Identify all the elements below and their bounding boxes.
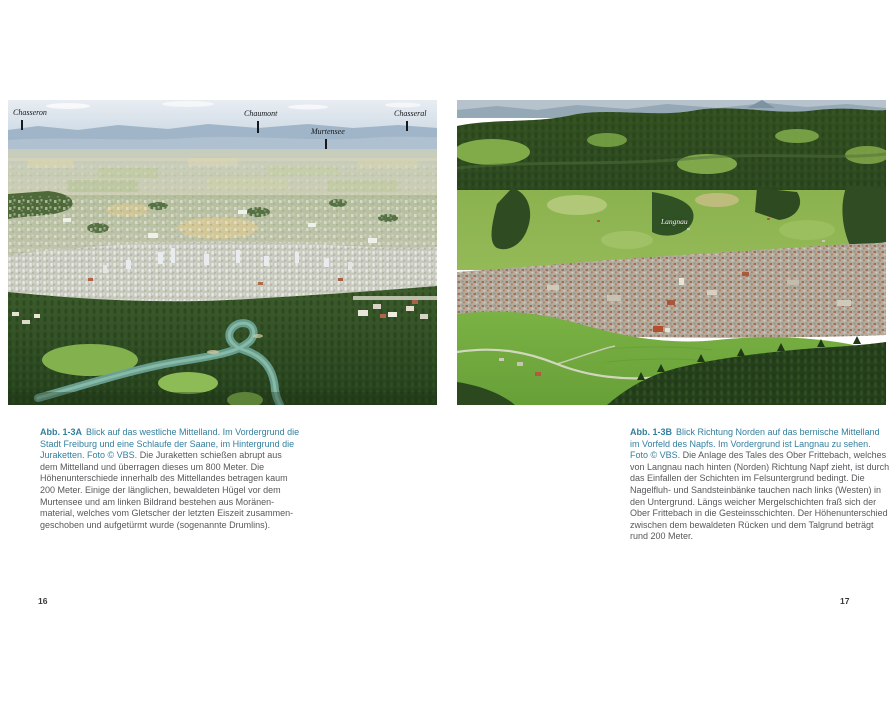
photo-annotation-murtensee: Murtensee [311,127,345,136]
figure-label-right: Abb. 1-3B [630,427,673,437]
annotation-tick-chasseral [406,121,408,131]
annotation-tick-chasseron [21,120,23,130]
aerial-photo-freiburg [8,100,437,405]
photo-annotation-chasseron: Chasseron [13,108,47,117]
photo-annotation-langnau: Langnau [661,217,688,226]
photo-annotation-chasseral: Chasseral [394,109,427,118]
aerial-photo-langnau-art [457,100,886,405]
caption-left [40,427,301,531]
page-number-right: 17 [840,596,850,606]
figure-label-left: Abb. 1-3A [40,427,83,437]
caption-right [630,427,891,543]
photo-annotation-chaumont: Chaumont [244,109,278,118]
annotation-tick-murtensee [325,139,327,149]
caption-lead-left: Blick auf das westliche Mittelland. Im Vordergrund die Stadt Freiburg und eine Schlaufe der Saane, im Hintergrund die Juraketten. Foto © VBS. [40,427,300,461]
annotation-tick-chaumont [257,121,259,133]
page-number-left: 16 [38,596,48,606]
caption-body-right: Die Anlage des Tales des Ober Frittebach, welches von Langnau nach hinten (Norden) Richtung Napf zieht, ist durch das Einfallen der Schichten im Felsuntergrund bedingt. Die Nagelfluh- und Sandsteinbänke tauchen nach links (Westen) in den Untergrund. Längs weicher Mergelschichten fraß sich der Ober Frittebach in die Gesteinsschichten. Der Höhenunterschied zwischen dem bewaldeten Rücken und dem Talgrund beträgt rund 200 Meter. [630,450,890,542]
aerial-photo-freiburg-art [8,100,437,405]
caption-body-left: Die Juraketten schießen abrupt aus dem Mittelland und überragen dieses um 800 Meter. Die Höhenunterschiede innerhalb des Mittellandes betragen kaum 200 Meter. Einige der länglichen, bewaldeten Hügel vor dem Murtensee und am linken Bildrand bestehen aus Moränenmaterial, welches vom Gletscher der letzten Eiszeit zusammengeschoben und aufgetürmt wurde (sogenannte Drumlins). [40,450,294,530]
aerial-photo-langnau [457,100,886,405]
caption-lead-right: Blick Richtung Norden auf das bernische Mittelland im Vorfeld des Napfs. Im Vordergrund ist Langnau zu sehen. Foto © VBS. [630,427,880,461]
